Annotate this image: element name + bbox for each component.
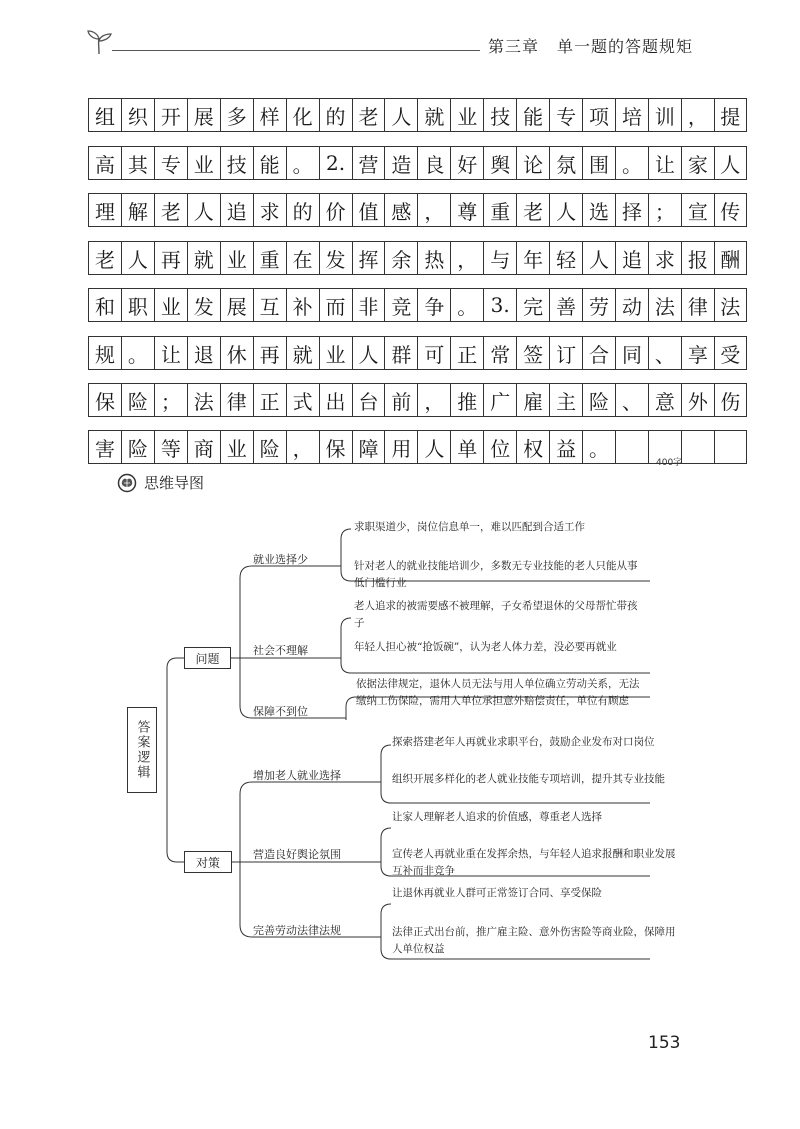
grid-cell: 退 xyxy=(187,336,220,370)
branch-problem xyxy=(184,647,231,669)
grid-cell: 险 xyxy=(121,383,154,417)
grid-cell: 业 xyxy=(319,336,352,370)
grid-cell: 宣 xyxy=(681,193,714,227)
grid-cell: 报 xyxy=(681,241,714,275)
grid-cell: 传 xyxy=(714,193,747,227)
grid-cell: 酬 xyxy=(714,241,747,275)
grid-cell: 规 xyxy=(88,336,121,370)
grid-cell: 能 xyxy=(516,98,549,132)
grid-cell: 年 xyxy=(516,241,549,275)
grid-cell: 险 xyxy=(121,430,154,464)
grid-cell: 。 xyxy=(582,430,615,464)
grid-cell: ； xyxy=(154,383,187,417)
grid-cell: 律 xyxy=(681,288,714,322)
grid-cell: 价 xyxy=(319,193,352,227)
grid-cell: 保 xyxy=(88,383,121,417)
topic-labor-law: 完善劳动法律法规 xyxy=(253,924,341,937)
grid-cell: 追 xyxy=(220,193,253,227)
grid-cell: 热 xyxy=(417,241,450,275)
leaf-text: 宣传老人再就业重在发挥余热，与年轻人追求报酬和职业发展互补而非竞争 xyxy=(392,848,676,877)
grid-cell: 高 xyxy=(88,146,121,180)
grid-cell: 再 xyxy=(253,336,286,370)
grid-cell: 法 xyxy=(714,288,747,322)
grid-cell: 人 xyxy=(187,193,220,227)
grid-cell: 动 xyxy=(615,288,648,322)
grid-cell: 重 xyxy=(483,193,516,227)
grid-cell: 能 xyxy=(253,146,286,180)
grid-cell: 人 xyxy=(714,146,747,180)
grid-cell: ， xyxy=(286,430,319,464)
grid-cell: 围 xyxy=(582,146,615,180)
grid-cell: 单 xyxy=(450,430,483,464)
grid-cell: 组 xyxy=(88,98,121,132)
grid-cell: 老 xyxy=(352,98,385,132)
grid-cell: 善 xyxy=(549,288,582,322)
leaf-text: 年轻人担心被“抢饭碗”，认为老人体力差，没必要再就业 xyxy=(354,641,617,653)
grid-cell: 正 xyxy=(450,336,483,370)
grid-cell: 签 xyxy=(516,336,549,370)
grid-cell: 技 xyxy=(220,146,253,180)
grid-cell: ， xyxy=(417,383,450,417)
topic-not-understood: 社会不理解 xyxy=(253,644,308,657)
grid-cell: 就 xyxy=(417,98,450,132)
grid-cell: 展 xyxy=(187,98,220,132)
grid-cell: 可 xyxy=(417,336,450,370)
grid-cell: 人 xyxy=(549,193,582,227)
grid-cell: 非 xyxy=(352,288,385,322)
grid-cell: 家 xyxy=(681,146,714,180)
grid-cell: 择 xyxy=(615,193,648,227)
grid-cell: 前 xyxy=(384,383,417,417)
grid-cell: 的 xyxy=(286,193,319,227)
leaf-text: 组织开展多样化的老人就业技能专项培训，提升其专业技能 xyxy=(392,773,665,785)
grid-cell: 主 xyxy=(549,383,582,417)
grid-cell: 正 xyxy=(253,383,286,417)
grid-cell: 律 xyxy=(220,383,253,417)
grid-cell: 轻 xyxy=(549,241,582,275)
root-label: 答案逻辑 xyxy=(134,720,150,780)
grid-cell: 人 xyxy=(582,241,615,275)
grid-cell: 老 xyxy=(516,193,549,227)
grid-cell: 等 xyxy=(154,430,187,464)
grid-cell: 发 xyxy=(319,241,352,275)
grid-cell: 合 xyxy=(582,336,615,370)
grid-cell: 订 xyxy=(549,336,582,370)
grid-cell: 雇 xyxy=(516,383,549,417)
grid-cell: 保 xyxy=(319,430,352,464)
grid-cell: 训 xyxy=(648,98,681,132)
grid-cell: 发 xyxy=(187,288,220,322)
grid-cell: 的 xyxy=(319,98,352,132)
grid-cell: 值 xyxy=(352,193,385,227)
grid-cell: 样 xyxy=(253,98,286,132)
grid-cell: 化 xyxy=(286,98,319,132)
grid-cell: 人 xyxy=(121,241,154,275)
grid-cell: 2. xyxy=(319,146,352,180)
grid-cell: 业 xyxy=(220,430,253,464)
grid-cell: 权 xyxy=(516,430,549,464)
grid-cell: 人 xyxy=(417,430,450,464)
grid-cell: 求 xyxy=(648,241,681,275)
grid-cell: 项 xyxy=(582,98,615,132)
branch-solution xyxy=(184,851,232,873)
grid-cell: 老 xyxy=(154,193,187,227)
grid-cell: 展 xyxy=(220,288,253,322)
leaf-text: 让家人理解老人追求的价值感，尊重老人选择 xyxy=(392,811,602,823)
branch-solution-label: 对策 xyxy=(195,855,220,870)
mindmap-root xyxy=(127,707,157,793)
grid-cell: 论 xyxy=(516,146,549,180)
grid-cell: 多 xyxy=(220,98,253,132)
grid-cell: 再 xyxy=(154,241,187,275)
grid-cell: 专 xyxy=(549,98,582,132)
grid-cell: 受 xyxy=(714,336,747,370)
grid-cell: ， xyxy=(450,241,483,275)
grid-cell: 群 xyxy=(384,336,417,370)
grid-cell: 专 xyxy=(154,146,187,180)
grid-cell: 。 xyxy=(615,146,648,180)
leaf-text: 老人追求的被需要感不被理解，子女希望退休的父母帮忙带孩子 xyxy=(354,600,638,629)
grid-cell: 劳 xyxy=(582,288,615,322)
grid-cell: 造 xyxy=(384,146,417,180)
grid-cell: 业 xyxy=(154,288,187,322)
grid-cell: 益 xyxy=(549,430,582,464)
leaf-text: 求职渠道少，岗位信息单一，难以匹配到合适工作 xyxy=(354,521,585,533)
grid-cell: 提 xyxy=(714,98,747,132)
grid-cell: 业 xyxy=(220,241,253,275)
grid-cell: 台 xyxy=(352,383,385,417)
leaf-text: 依据法律规定，退休人员无法与用人单位确立劳动关系，无法缴纳工伤保险，需用人单位承担意外赔偿责任，单位有顾虑 xyxy=(356,678,640,707)
grid-cell: 险 xyxy=(253,430,286,464)
grid-cell: 完 xyxy=(516,288,549,322)
word-count-label: 400字 xyxy=(656,458,683,468)
grid-cell: 让 xyxy=(648,146,681,180)
grid-cell: 老 xyxy=(88,241,121,275)
grid-cell: 在 xyxy=(286,241,319,275)
grid-cell: 竞 xyxy=(384,288,417,322)
chapter-number: 第三章 xyxy=(488,37,540,56)
grid-cell: 技 xyxy=(483,98,516,132)
topic-few-choices: 就业选择少 xyxy=(253,553,308,566)
grid-cell: 让 xyxy=(154,336,187,370)
grid-cell: 氛 xyxy=(549,146,582,180)
grid-cell: 享 xyxy=(681,336,714,370)
grid-cell: 尊 xyxy=(450,193,483,227)
grid-cell: 就 xyxy=(286,336,319,370)
grid-cell: 求 xyxy=(253,193,286,227)
grid-cell: 追 xyxy=(615,241,648,275)
grid-cell: 。 xyxy=(121,336,154,370)
grid-cell: 其 xyxy=(121,146,154,180)
grid-cell: 害 xyxy=(88,430,121,464)
grid-cell: 商 xyxy=(187,430,220,464)
grid-cell: 互 xyxy=(253,288,286,322)
grid-cell: 开 xyxy=(154,98,187,132)
grid-cell: 解 xyxy=(121,193,154,227)
grid-cell: 好 xyxy=(450,146,483,180)
grid-cell: 。 xyxy=(286,146,319,180)
grid-cell: 广 xyxy=(483,383,516,417)
grid-cell: 外 xyxy=(681,383,714,417)
grid-cell: 障 xyxy=(352,430,385,464)
grid-cell: 余 xyxy=(384,241,417,275)
grid-cell: 良 xyxy=(417,146,450,180)
leaf-text: 针对老人的就业技能培训少，多数无专业技能的老人只能从事低门槛行业 xyxy=(354,560,638,589)
grid-cell: 感 xyxy=(384,193,417,227)
grid-cell: 常 xyxy=(483,336,516,370)
chapter-title: 单一题的答题规矩 xyxy=(557,37,694,56)
grid-cell: 休 xyxy=(220,336,253,370)
grid-cell: 伤 xyxy=(714,383,747,417)
grid-cell: 培 xyxy=(615,98,648,132)
grid-cell: 法 xyxy=(187,383,220,417)
grid-cell: 舆 xyxy=(483,146,516,180)
grid-cell: 用 xyxy=(384,430,417,464)
grid-cell: ； xyxy=(648,193,681,227)
grid-cell: 险 xyxy=(582,383,615,417)
grid-cell: 选 xyxy=(582,193,615,227)
topic-insufficient-protection: 保障不到位 xyxy=(253,705,308,718)
grid-cell: ， xyxy=(417,193,450,227)
grid-cell: 业 xyxy=(450,98,483,132)
grid-cell: 式 xyxy=(286,383,319,417)
grid-cell: 补 xyxy=(286,288,319,322)
grid-cell: 职 xyxy=(121,288,154,322)
topic-increase-choices: 增加老人就业选择 xyxy=(253,769,341,782)
grid-cell: ， xyxy=(681,98,714,132)
topic-public-opinion: 营造良好舆论氛围 xyxy=(253,848,341,861)
grid-cell: 法 xyxy=(648,288,681,322)
leaf-text: 法律正式出台前，推广雇主险、意外伤害险等商业险，保障用人单位权益 xyxy=(392,926,676,955)
grid-cell: 出 xyxy=(319,383,352,417)
grid-cell: 就 xyxy=(187,241,220,275)
grid-cell: 推 xyxy=(450,383,483,417)
grid-cell: 争 xyxy=(417,288,450,322)
grid-cell: 同 xyxy=(615,336,648,370)
leaf-text: 探索搭建老年人再就业求职平台，鼓励企业发布对口岗位 xyxy=(392,736,655,748)
leaf-text: 让退休再就业人群可正常签订合同、享受保险 xyxy=(392,887,602,899)
grid-cell: 而 xyxy=(319,288,352,322)
grid-cell: 。 xyxy=(450,288,483,322)
grid-cell: 、 xyxy=(615,383,648,417)
grid-cell: 业 xyxy=(187,146,220,180)
grid-cell: 重 xyxy=(253,241,286,275)
grid-cell: 意 xyxy=(648,383,681,417)
mindmap-title: 思维导图 xyxy=(144,474,205,492)
grid-cell: 、 xyxy=(648,336,681,370)
grid-cell: 位 xyxy=(483,430,516,464)
grid-cell: 挥 xyxy=(352,241,385,275)
grid-cell: 理 xyxy=(88,193,121,227)
branch-problem-label: 问题 xyxy=(195,651,220,666)
grid-cell: 与 xyxy=(483,241,516,275)
page-number: 153 xyxy=(648,1033,681,1053)
grid-cell: 人 xyxy=(384,98,417,132)
grid-cell: 和 xyxy=(88,288,121,322)
grid-cell: 营 xyxy=(352,146,385,180)
grid-cell: 织 xyxy=(121,98,154,132)
grid-cell: 人 xyxy=(352,336,385,370)
grid-cell: 3. xyxy=(483,288,516,322)
